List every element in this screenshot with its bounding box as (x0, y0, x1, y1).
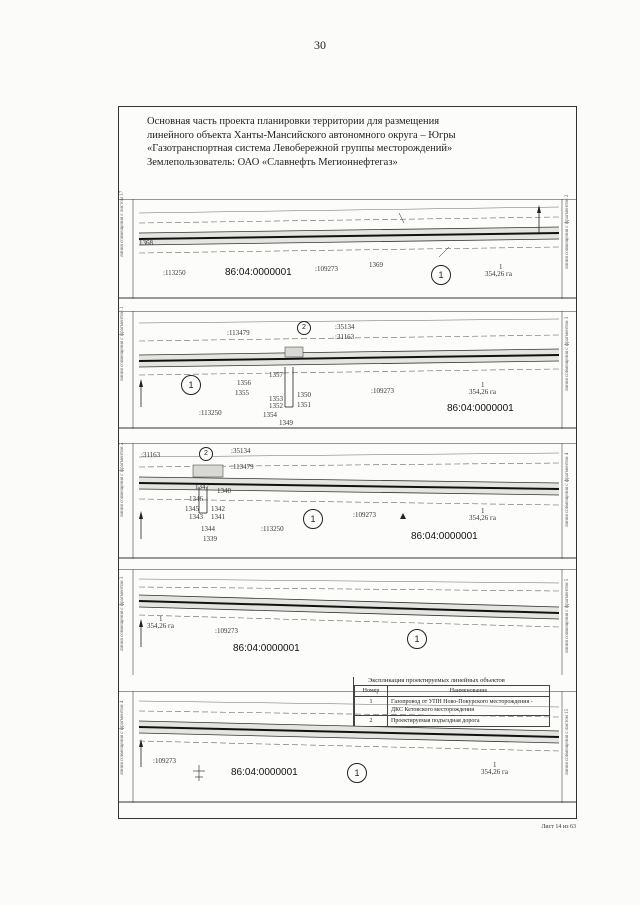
parcel-label: :109273 (353, 511, 376, 519)
object-callout: 1 (303, 509, 323, 529)
point-label: 1357 (269, 371, 283, 379)
parcel-label: :113250 (261, 525, 284, 533)
left-match-line-label: линия совмещения с фрагментом 1 (120, 306, 125, 381)
point-label: 1350 (297, 391, 311, 399)
fragment-4-drawing (119, 569, 576, 675)
title-line-4: Землепользователь: ОАО «Славнефть Мегионнефтегаз» (147, 156, 398, 168)
parcel-label: :113250 (163, 269, 186, 277)
area-label: 354,26 га (485, 270, 512, 278)
parcel-label: :113479 (227, 329, 250, 337)
point-label: 1344 (201, 525, 215, 533)
area-number: 1 (159, 615, 163, 623)
legend-row-number: 1 (355, 697, 388, 716)
fragment-5-drawing (119, 691, 576, 803)
parcel-label: :35134 (231, 447, 251, 455)
map-fragment-1 (119, 190, 576, 299)
legend-row-number: 2 (355, 716, 388, 727)
area-number: 1 (499, 263, 503, 271)
area-number: 1 (481, 507, 485, 515)
road-callout: 2 (199, 447, 213, 461)
fragment-3-drawing (119, 443, 576, 559)
right-match-line-label: линия совмещения с листом 15 (565, 708, 570, 775)
map-fragment-5 (119, 691, 576, 803)
cadastral-quarter-label: 86:04:0000001 (233, 643, 300, 654)
point-label: 1355 (235, 389, 249, 397)
point-label: 1356 (237, 379, 251, 387)
area-label: 354,26 га (469, 388, 496, 396)
point-label: 1352 (269, 402, 283, 410)
left-match-line-label: линия совмещения с фрагментом 3 (120, 576, 125, 651)
right-match-line-label: линия совмещения с фрагментом 2 (565, 194, 570, 269)
object-callout: 1 (347, 763, 367, 783)
point-label: 1351 (297, 401, 311, 409)
area-label: 354,26 га (469, 514, 496, 522)
road-callout: 2 (297, 321, 311, 335)
point-label: 1342 (211, 505, 225, 513)
object-callout: 1 (407, 629, 427, 649)
right-match-line-label: линия совмещения с фрагментом 4 (565, 452, 570, 527)
point-label: 1340 (217, 487, 231, 495)
cadastral-quarter-label: 86:04:0000001 (231, 767, 298, 778)
object-callout: 1 (181, 375, 201, 395)
area-number: 1 (493, 761, 497, 769)
drawing-title (147, 115, 567, 169)
point-label: 1341 (211, 513, 225, 521)
drawing-frame (118, 106, 577, 830)
left-match-line-label: линия совмещения с фрагментом 2 (120, 442, 125, 517)
fragment-1-drawing (119, 199, 576, 299)
point-label: 1349 (279, 419, 293, 427)
point-label: 1346 (189, 495, 203, 503)
title-line-2: линейного объекта Ханты-Мансийского автономного округа – Югры (147, 129, 456, 141)
sheet-number: Лист 14 из 63 (541, 824, 576, 830)
parcel-label: :31163 (141, 451, 161, 459)
parcel-label: :109273 (371, 387, 394, 395)
parcel-label: :109273 (153, 757, 176, 765)
legend-header-number: Номер (355, 686, 388, 697)
title-line-1: Основная часть проекта планировки территории для размещения (147, 116, 440, 127)
point-label: 1354 (263, 411, 277, 419)
area-label: 354,26 га (147, 622, 174, 630)
point-label: 1347 (195, 483, 209, 491)
point-label: 1339 (203, 535, 217, 543)
cadastral-quarter-label: 86:04:0000001 (447, 403, 514, 414)
cadastral-quarter-label: 86:04:0000001 (411, 531, 478, 542)
left-match-line-label: линия совмещения с фрагментом 4 (120, 700, 125, 775)
legend-header-name: Наименование (388, 686, 550, 697)
parcel-label: :35134 (335, 323, 355, 331)
area-label: 354,26 га (481, 768, 508, 776)
right-match-line-label: линия совмещения с фрагментом 5 (565, 578, 570, 653)
object-callout: 1 (431, 265, 451, 285)
map-fragment-4 (119, 569, 576, 675)
cadastral-quarter-label: 86:04:0000001 (225, 267, 292, 278)
point-label: 1345 (185, 505, 199, 513)
parcel-label: :113479 (231, 463, 254, 471)
legend-title: Экспликация проектируемых линейных объектов (368, 677, 505, 684)
page-number: 30 (314, 38, 326, 52)
parcel-label: :113250 (199, 409, 222, 417)
legend-row-name: Проектируемая подъездная дорога (388, 716, 550, 727)
parcel-label: :31163 (335, 333, 355, 341)
point-label: 1369 (369, 261, 383, 269)
title-line-3: «Газотранспортная система Левобережной группы месторождений» (147, 143, 453, 154)
map-fragment-2 (119, 306, 576, 429)
point-label: 1368 (139, 239, 153, 247)
area-number: 1 (481, 381, 485, 389)
left-match-line-label: линия совмещения с листом 17 (120, 190, 125, 257)
legend-row-name: Газопровод от УПН Ново-Покурского месторождения - ДКС Кетовского месторождения (388, 697, 550, 716)
right-match-line-label: линия совмещения с фрагментом 3 (565, 316, 570, 391)
point-label: 1353 (269, 395, 283, 403)
parcel-label: :109273 (315, 265, 338, 273)
map-fragment-3 (119, 443, 576, 559)
parcel-label: :109273 (215, 627, 238, 635)
point-label: 1343 (189, 513, 203, 521)
